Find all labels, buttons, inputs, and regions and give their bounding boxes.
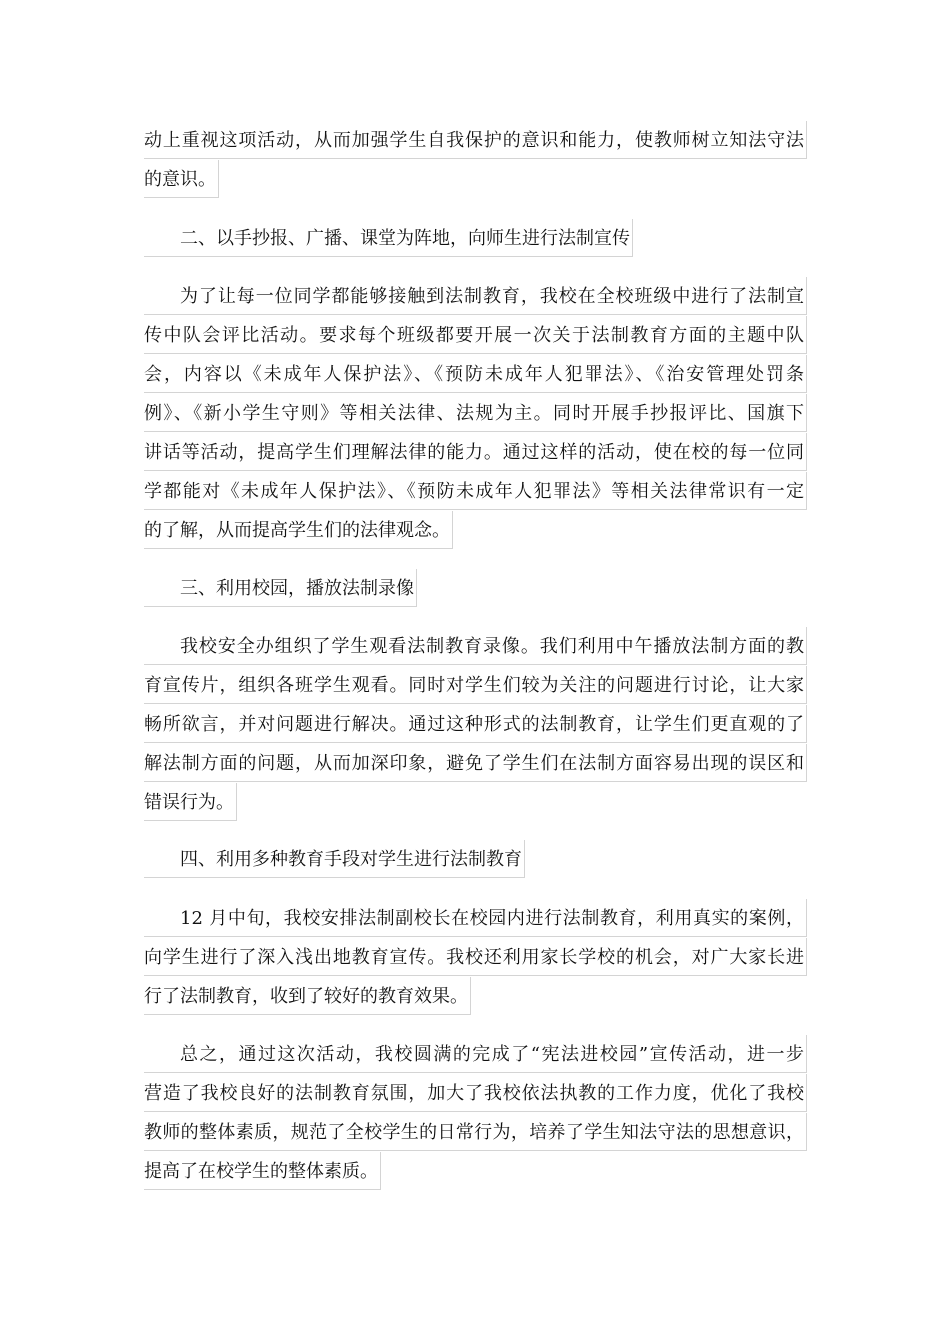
paragraph-legal-publicity (144, 277, 807, 550)
text-line-content: 畅所欲言，并对问题进行解决。通过这种形式的法制教育，让学生们更直观的了 (144, 705, 807, 743)
text-line-content: 动上重视这项活动，从而加强学生自我保护的意识和能力，使教师树立知法守法 (144, 121, 807, 159)
text-line-content: 教师的整体素质，规范了全校学生的日常行为，培养了学生知法守法的思想意识， (144, 1113, 807, 1151)
text-line (144, 899, 807, 938)
text-line (144, 977, 807, 1016)
heading-line (144, 219, 807, 258)
text-line-content: 学都能对《未成年人保护法》、《预防未成年人犯罪法》等相关法律常识有一定 (144, 472, 807, 510)
text-line (144, 394, 807, 433)
text-line (144, 938, 807, 977)
text-line-content: 育宣传片，组织各班学生观看。同时对学生们较为关注的问题进行讨论，让大家 (144, 666, 807, 704)
text-line (144, 277, 807, 316)
text-line (144, 1152, 807, 1191)
text-line (144, 511, 807, 550)
paragraph-conclusion (144, 1035, 807, 1191)
text-line-content: 传中队会评比活动。要求每个班级都要开展一次关于法制教育方面的主题中队 (144, 316, 807, 354)
text-line (144, 433, 807, 472)
text-line-content: 向学生进行了深入浅出地教育宣传。我校还利用家长学校的机会，对广大家长进 (144, 938, 807, 976)
paragraph-continuation (144, 121, 807, 199)
text-line (144, 666, 807, 705)
text-line (144, 355, 807, 394)
heading-text: 四、利用多种教育手段对学生进行法制教育 (144, 840, 525, 878)
text-line (144, 783, 807, 822)
text-line (144, 744, 807, 783)
text-line-content: 总之，通过这次活动，我校圆满的完成了“宪法进校园”宣传活动，进一步 (144, 1035, 807, 1073)
text-line-content: 我校安全办组织了学生观看法制教育录像。我们利用中午播放法制方面的教 (144, 627, 807, 665)
paragraph-multiple-methods (144, 899, 807, 1016)
text-line-content: 行了法制教育，收到了较好的教育效果。 (144, 977, 471, 1015)
text-line (144, 160, 807, 199)
text-line (144, 1113, 807, 1152)
text-line-content: 12 月中旬，我校安排法制副校长在校园内进行法制教育，利用真实的案例， (144, 899, 807, 937)
text-line (144, 627, 807, 666)
text-line (144, 1035, 807, 1074)
text-line-content: 讲话等活动，提高学生们理解法律的能力。通过这样的活动，使在校的每一位同 (144, 433, 807, 471)
text-line-content: 营造了我校良好的法制教育氛围，加大了我校依法执教的工作力度，优化了我校 (144, 1074, 807, 1112)
text-line-content: 例》、《新小学生守则》等相关法律、法规为主。同时开展手抄报评比、国旗下 (144, 394, 807, 432)
heading-line (144, 569, 807, 608)
text-line (144, 316, 807, 355)
heading-text: 二、以手抄报、广播、课堂为阵地，向师生进行法制宣传 (144, 219, 633, 257)
text-line-content: 为了让每一位同学都能够接触到法制教育，我校在全校班级中进行了法制宣 (144, 277, 807, 315)
section-heading-4 (144, 840, 807, 879)
text-line (144, 121, 807, 160)
text-line-content: 提高了在校学生的整体素质。 (144, 1152, 381, 1190)
text-line-content: 解法制方面的问题，从而加深印象，避免了学生们在法制方面容易出现的误区和 (144, 744, 807, 782)
text-line (144, 1074, 807, 1113)
text-line-content: 的意识。 (144, 160, 219, 198)
text-line (144, 472, 807, 511)
text-line-content: 错误行为。 (144, 783, 237, 821)
text-line-content: 会，内容以《未成年人保护法》、《预防未成年人犯罪法》、《治安管理处罚条 (144, 355, 807, 393)
heading-text: 三、利用校园，播放法制录像 (144, 569, 417, 607)
section-heading-2 (144, 219, 807, 258)
section-heading-3 (144, 569, 807, 608)
heading-line (144, 840, 807, 879)
paragraph-legal-video (144, 627, 807, 822)
text-line-content: 的了解，从而提高学生们的法律观念。 (144, 511, 453, 549)
text-line (144, 705, 807, 744)
